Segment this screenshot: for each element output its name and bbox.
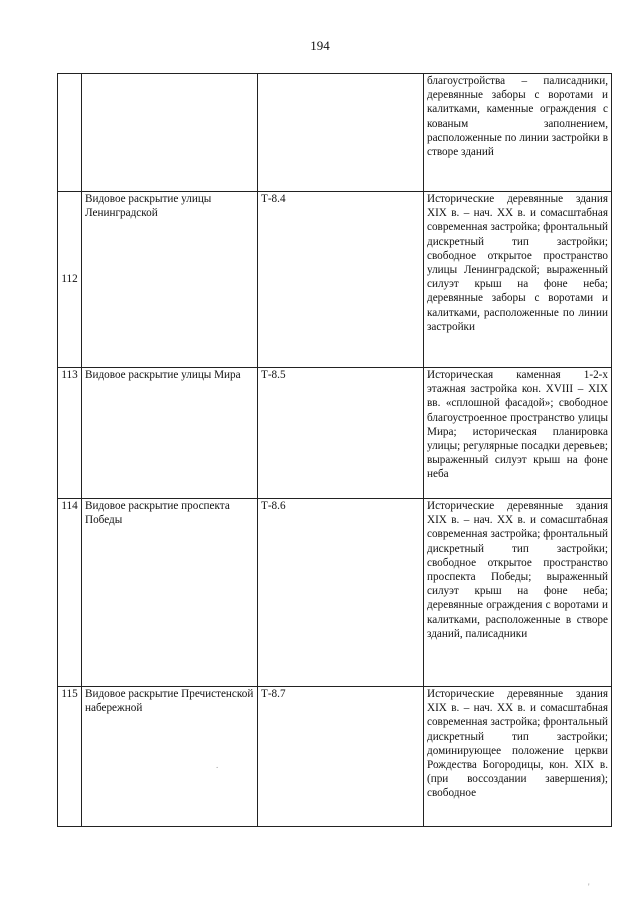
object-description: Историческая каменная 1-2-х этажная застройка кон. XVIII – XIX вв. «сплошной фасадой»; свободное благоустроенное пространство улицы Мира; историческая планировка улицы; регулярные посадки деревьев; выраженный силуэт крыш на фоне неба [424, 368, 612, 499]
table-row [58, 687, 612, 827]
row-number: 113 [58, 368, 82, 499]
table-row [58, 74, 612, 192]
object-name: Видовое раскрытие улицы Мира [82, 368, 258, 499]
table-row [58, 499, 612, 687]
scan-speck: . [216, 760, 219, 770]
row-number: 112 [58, 192, 82, 368]
row-number [58, 74, 82, 192]
object-code: Т-8.6 [258, 499, 424, 687]
table-row [58, 368, 612, 499]
object-code: Т-8.7 [258, 687, 424, 827]
object-name: Видовое раскрытие проспекта Победы [82, 499, 258, 687]
object-description: Исторические деревянные здания XIX в. – нач. XX в. и сомасштабная современная застройка; фронтальный дискретный тип застройки; свободное открытое пространство проспекта Победы; выраженный силуэт крыш на фоне неба; деревянные ограждения с воротами и калитками, расположенные в створе зданий, палисадники [424, 499, 612, 687]
object-description: Исторические деревянные здания XIX в. – нач. XX в. и сомасштабная современная застройка; фронтальный дискретный тип застройки; свободное открытое пространство улицы Ленинградской; выраженный силуэт крыш на фоне неба; деревянные заборы с воротами и калитками, расположенные по линии застройки [424, 192, 612, 368]
row-number: 114 [58, 499, 82, 687]
object-code: Т-8.4 [258, 192, 424, 368]
scan-speck: ' [588, 882, 590, 892]
object-name: Видовое раскрытие улицы Ленинградской [82, 192, 258, 368]
objects-table [57, 73, 612, 827]
object-code [258, 74, 424, 192]
row-number: 115 [58, 687, 82, 827]
page-number: 194 [310, 38, 330, 53]
object-description: Исторические деревянные здания XIX в. – нач. XX в. и сомасштабная современная застройка; фронтальный дискретный тип застройки; доминирующее положение церкви Рождества Богородицы, кон. XIX в. (при воссоздании завершения); свободное [424, 687, 612, 827]
object-description: благоустройства – палисадники, деревянные заборы с воротами и калитками, каменные ограждения с кованым заполнением, расположенные по линии застройки в створе зданий [424, 74, 612, 192]
object-name [82, 74, 258, 192]
table-row [58, 192, 612, 368]
object-name: Видовое раскрытие Пречистенской набережной [82, 687, 258, 827]
object-code: Т-8.5 [258, 368, 424, 499]
